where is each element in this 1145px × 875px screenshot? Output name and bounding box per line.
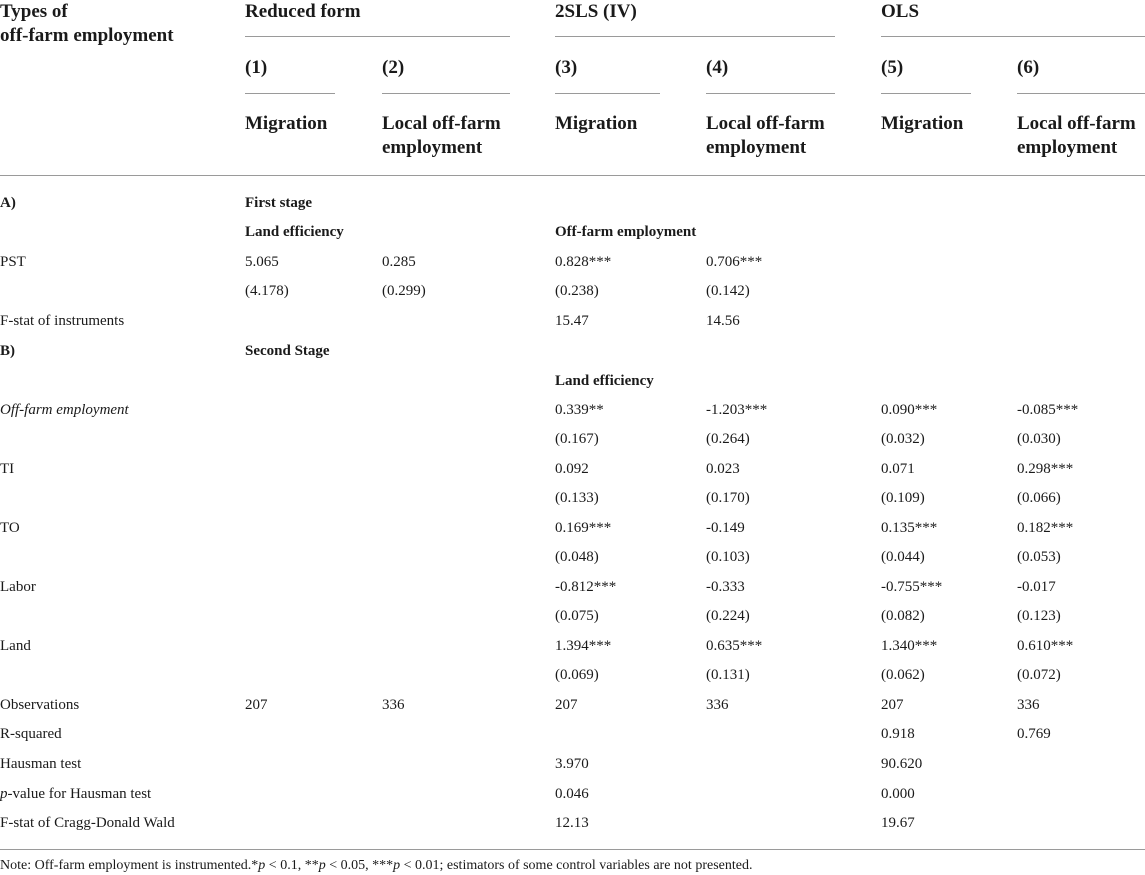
- types-header-line1: Types of: [0, 1, 68, 22]
- group-rule-2sls: [555, 36, 835, 37]
- table-cell-col2: (0.299): [382, 283, 426, 299]
- table-cell-col1: 207: [245, 697, 268, 713]
- table-cell-col3: (0.167): [555, 431, 599, 447]
- col-title-6-line2: employment: [1017, 137, 1118, 158]
- table-cell-col5: -0.755***: [881, 579, 943, 595]
- table-cell-col6: (0.066): [1017, 490, 1061, 506]
- table-cell-col4: 14.56: [706, 313, 740, 329]
- col-title-4: [706, 112, 825, 160]
- table-cell-col5: (0.082): [881, 608, 925, 624]
- col-title-6: [1017, 112, 1136, 160]
- table-cell-col1: 5.065: [245, 254, 279, 270]
- table-cell-col3: (0.075): [555, 608, 599, 624]
- table-cell-col3: (0.133): [555, 490, 599, 506]
- table-cell-col5: (0.032): [881, 431, 925, 447]
- table-cell-col5: 0.918: [881, 726, 915, 742]
- col-title-1: [245, 112, 327, 136]
- table-cell-col3: (0.238): [555, 283, 599, 299]
- types-header: [0, 0, 174, 48]
- col-num-6: (6): [1017, 57, 1040, 78]
- col-title-4-line1: Local off-farm: [706, 113, 825, 134]
- col-rule-4: [706, 93, 835, 94]
- table-cell-col3: (0.048): [555, 549, 599, 565]
- first-stage-label: First stage: [245, 195, 313, 211]
- table-cell-col3: -0.812***: [555, 579, 617, 595]
- table-cell-col3: 207: [555, 697, 578, 713]
- table-cell-col3: 0.828***: [555, 254, 612, 270]
- table-cell-col3: 3.970: [555, 756, 589, 772]
- table-cell-col6: 0.298***: [1017, 461, 1074, 477]
- col-rule-1: [245, 93, 335, 94]
- table-cell-col5: 207: [881, 697, 904, 713]
- table-cell-col3: 0.092: [555, 461, 589, 477]
- row-label: TO: [0, 520, 20, 536]
- table-cell-col6: (0.123): [1017, 608, 1061, 624]
- note-suffix: < 0.01; estimators of some control variables are not presented.: [400, 858, 753, 873]
- table-bottom-rule: [0, 849, 1145, 850]
- row-label: F-stat of instruments: [0, 313, 125, 329]
- col-title-4-line2: employment: [706, 137, 807, 158]
- table-cell-col5: 0.135***: [881, 520, 938, 536]
- off-farm-employment-a-label: Off-farm employment: [555, 224, 697, 240]
- section-b-label: B): [0, 343, 15, 359]
- table-cell-col4: (0.103): [706, 549, 750, 565]
- table-cell-col4: 336: [706, 697, 729, 713]
- col-title-2-line2: employment: [382, 137, 483, 158]
- col-rule-6: [1017, 93, 1145, 94]
- second-stage-label: Second Stage: [245, 343, 330, 359]
- group-rule-reduced: [245, 36, 510, 37]
- col-rule-2: [382, 93, 510, 94]
- table-cell-col5: 0.071: [881, 461, 915, 477]
- table-cell-col5: (0.109): [881, 490, 925, 506]
- note-mid1: < 0.1, **: [265, 858, 319, 873]
- table-cell-col5: 90.620: [881, 756, 923, 772]
- col-rule-3: [555, 93, 660, 94]
- row-label: Hausman test: [0, 756, 82, 772]
- table-note: [0, 857, 752, 875]
- table-cell-col6: 0.182***: [1017, 520, 1074, 536]
- col-title-3-line1: Migration: [555, 113, 638, 134]
- table-cell-col4: 0.706***: [706, 254, 763, 270]
- header-bottom-rule: [0, 175, 1145, 176]
- table-cell-col5: 1.340***: [881, 638, 938, 654]
- land-efficiency-a-label: Land efficiency: [245, 224, 344, 240]
- col-num-5: (5): [881, 57, 904, 78]
- table-cell-col4: 0.023: [706, 461, 740, 477]
- types-header-line2: off-farm employment: [0, 25, 174, 46]
- col-rule-5: [881, 93, 971, 94]
- row-label: Labor: [0, 579, 36, 595]
- row-label: R-squared: [0, 726, 62, 742]
- col-title-6-line1: Local off-farm: [1017, 113, 1136, 134]
- group-ols: OLS: [881, 1, 920, 22]
- row-label: TI: [0, 461, 15, 477]
- table-cell-col5: 0.000: [881, 786, 915, 802]
- note-p2: p: [318, 858, 326, 873]
- table-cell-col4: (0.264): [706, 431, 750, 447]
- table-cell-col4: -0.333: [706, 579, 745, 595]
- table-cell-col6: -0.085***: [1017, 402, 1079, 418]
- table-cell-col3: 0.169***: [555, 520, 612, 536]
- table-cell-col6: 0.769: [1017, 726, 1051, 742]
- land-efficiency-b-label: Land efficiency: [555, 373, 654, 389]
- row-label: Observations: [0, 697, 80, 713]
- section-a-label: A): [0, 195, 16, 211]
- table-cell-col5: (0.044): [881, 549, 925, 565]
- col-num-1: (1): [245, 57, 268, 78]
- table-cell-col3: 1.394***: [555, 638, 612, 654]
- row-label: Land: [0, 638, 31, 654]
- col-title-5-line1: Migration: [881, 113, 964, 134]
- table-cell-col4: 0.635***: [706, 638, 763, 654]
- row-label-italic-part: p: [0, 786, 8, 802]
- row-label: Off-farm employment: [0, 402, 129, 418]
- col-title-2: [382, 112, 501, 160]
- col-num-4: (4): [706, 57, 729, 78]
- table-cell-col3: (0.069): [555, 667, 599, 683]
- table-cell-col4: -1.203***: [706, 402, 768, 418]
- table-cell-col3: 0.339**: [555, 402, 604, 418]
- table-cell-col2: 0.285: [382, 254, 416, 270]
- col-num-2: (2): [382, 57, 405, 78]
- group-reduced-form: Reduced form: [245, 1, 361, 22]
- row-label: F-stat of Cragg-Donald Wald: [0, 815, 175, 831]
- table-cell-col3: 12.13: [555, 815, 589, 831]
- row-label-text: -value for Hausman test: [7, 786, 152, 802]
- col-title-5: [881, 112, 963, 136]
- table-cell-col5: (0.062): [881, 667, 925, 683]
- row-label: [0, 785, 151, 803]
- table-cell-col3: 15.47: [555, 313, 589, 329]
- table-cell-col1: (4.178): [245, 283, 289, 299]
- table-cell-col4: (0.142): [706, 283, 750, 299]
- col-num-3: (3): [555, 57, 578, 78]
- table-cell-col4: (0.170): [706, 490, 750, 506]
- col-title-2-line1: Local off-farm: [382, 113, 501, 134]
- table-cell-col6: (0.053): [1017, 549, 1061, 565]
- table-cell-col4: -0.149: [706, 520, 745, 536]
- note-prefix: Note: Off-farm employment is instrumented.*: [0, 858, 259, 873]
- table-cell-col4: (0.224): [706, 608, 750, 624]
- group-rule-ols: [881, 36, 1145, 37]
- table-cell-col5: 0.090***: [881, 402, 938, 418]
- table-cell-col6: (0.072): [1017, 667, 1061, 683]
- table-cell-col5: 19.67: [881, 815, 915, 831]
- table-cell-col6: 336: [1017, 697, 1040, 713]
- group-2sls: 2SLS (IV): [555, 1, 637, 22]
- table-cell-col6: -0.017: [1017, 579, 1056, 595]
- table-cell-col4: (0.131): [706, 667, 750, 683]
- col-title-1-line1: Migration: [245, 113, 328, 134]
- note-mid2: < 0.05, ***: [325, 858, 394, 873]
- table-cell-col2: 336: [382, 697, 405, 713]
- note-p1: p: [258, 858, 266, 873]
- table-cell-col3: 0.046: [555, 786, 589, 802]
- table-cell-col6: (0.030): [1017, 431, 1061, 447]
- col-title-3: [555, 112, 637, 136]
- table-cell-col6: 0.610***: [1017, 638, 1074, 654]
- note-p3: p: [393, 858, 401, 873]
- row-label: PST: [0, 254, 26, 270]
